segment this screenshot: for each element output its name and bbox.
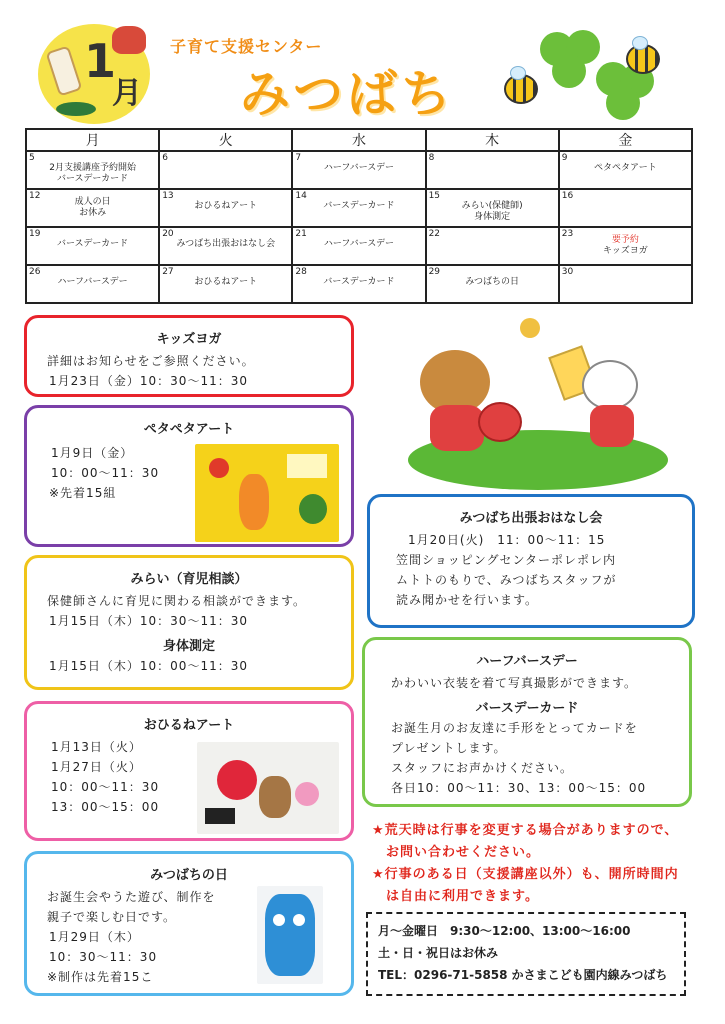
- weekday-hours: 月～金曜日 9:30～12:00、13:00～16:00: [378, 924, 631, 938]
- weather-notice: ★荒天時は行事を変更する場合がありますので、 お問い合わせください。: [372, 823, 679, 860]
- daruma-icon: [478, 402, 522, 442]
- box-text: 保健師さんに育児に関わる相談ができます。: [47, 594, 307, 608]
- day-number: 7: [295, 153, 302, 163]
- calendar-day: [559, 189, 692, 227]
- box-text: 詳細はお知らせをご参照ください。: [47, 354, 255, 368]
- box-date: 1月23日（金）10：30～11：30: [49, 374, 248, 388]
- calendar-day: [559, 151, 692, 189]
- box-title: みつばち出張おはなし会: [459, 511, 603, 526]
- kids-yoga-box: [24, 315, 354, 397]
- peta-art-box: [24, 405, 354, 547]
- box-title: みらい（育児相談）: [130, 572, 248, 587]
- event-label: ハーフバースデー: [323, 163, 395, 173]
- event-label: みつばちの日: [465, 277, 520, 287]
- box-time: 各日10：00～11：30、13：00～15：00: [391, 781, 647, 795]
- weekday-header: 水: [292, 129, 425, 151]
- calendar-day: [292, 265, 425, 303]
- event-label: 身体測定: [474, 212, 511, 222]
- closed-days: 土・日・祝日はお休み: [378, 946, 499, 960]
- box-note: ※先着15組: [49, 486, 117, 500]
- box-date: 1月15日（木）10：30～11：30: [49, 614, 248, 628]
- box-text: お誕生会やうた遊び、制作を: [47, 890, 216, 904]
- box-date: 1月29日（木）: [49, 930, 140, 944]
- event-label: バースデーカード: [56, 174, 129, 184]
- event-label: おひるねアート: [194, 277, 258, 287]
- box-note: ※制作は先着15こ: [47, 970, 154, 984]
- calendar-day: [426, 265, 559, 303]
- box-date: 1月13日（火）: [51, 740, 142, 754]
- box-title: おひるねアート: [143, 718, 235, 733]
- box-date: 1月20日(火) 11：00～11：15: [408, 533, 606, 547]
- day-number: 23: [561, 229, 574, 239]
- box-date: 1月27日（火）: [51, 760, 142, 774]
- calendar-day: [26, 151, 159, 189]
- ohirune-art-photo: [197, 742, 339, 834]
- box-title: ペタペタアート: [143, 422, 235, 437]
- month-unit: 月: [112, 76, 142, 111]
- opening-hours-box: [366, 912, 686, 996]
- day-number: 29: [428, 267, 441, 277]
- calendar-day: [292, 189, 425, 227]
- mitsubachi-day-box: [24, 851, 354, 996]
- mirai-box: [24, 555, 354, 690]
- shuttlecock-icon: [520, 318, 540, 338]
- telephone: TEL：0296-71-5858 かさまこども園内線みつばち: [378, 968, 668, 982]
- event-label: おひるねアート: [194, 201, 258, 211]
- event-label: みつばち出張おはなし会: [176, 239, 276, 249]
- bee-icon: [626, 44, 660, 74]
- day-number: 16: [561, 191, 574, 201]
- box-time: 10：30～11：30: [49, 950, 158, 964]
- calendar-day: [26, 227, 159, 265]
- calendar-grid: [25, 128, 693, 304]
- day-number: 27: [162, 267, 174, 277]
- day-number: 26: [29, 267, 41, 277]
- event-label: バースデーカード: [323, 277, 395, 287]
- month-badge: [38, 24, 150, 124]
- box-time: 10：00～11：30: [51, 780, 160, 794]
- day-number: 9: [561, 153, 568, 163]
- box-date: 1月9日（金）: [51, 446, 134, 460]
- box-text: 親子で楽しむ日です。: [47, 910, 177, 924]
- calendar-day: [426, 189, 559, 227]
- box-title: ハーフバースデー: [476, 654, 578, 669]
- craft-monster-photo: [257, 886, 323, 984]
- hagoita-icon: [45, 45, 82, 96]
- day-number: 21: [295, 229, 307, 239]
- box-time: 10：00～11：30: [51, 466, 160, 480]
- calendar-day: [426, 151, 559, 189]
- weekday-header: 木: [426, 129, 559, 151]
- calendar-day: [159, 265, 292, 303]
- event-label: バースデーカード: [56, 239, 129, 249]
- box-title: みつばちの日: [150, 868, 228, 883]
- event-label: キッズヨガ: [602, 246, 648, 256]
- calendar-day: [159, 151, 292, 189]
- day-number: 14: [295, 191, 307, 201]
- box-time: 13：00～15：00: [51, 800, 160, 814]
- oni-icon: [112, 26, 146, 54]
- calendar-day: [559, 265, 692, 303]
- ohanashi-box: [367, 494, 695, 628]
- day-number: 19: [29, 229, 41, 239]
- birthday-box: [362, 637, 692, 807]
- event-label: お休み: [79, 208, 107, 218]
- box-text: プレゼントします。: [391, 741, 507, 755]
- calendar-day: [292, 151, 425, 189]
- calendar-day: [26, 189, 159, 227]
- box-subtitle: バースデーカード: [475, 701, 579, 716]
- event-label: 2月支援講座予約開始: [49, 163, 136, 173]
- box-date: 1月15日（木）10：00～11：30: [49, 659, 248, 673]
- weekday-header: 火: [159, 129, 292, 151]
- weekday-header: 金: [559, 129, 692, 151]
- day-number: 13: [162, 191, 174, 201]
- day-number: 20: [162, 229, 174, 239]
- ohirune-art-box: [24, 701, 354, 841]
- box-text: かわいい衣装を着て写真撮影ができます。: [391, 676, 638, 690]
- day-number: 5: [29, 153, 35, 163]
- usage-notice: ★行事のある日（支援講座以外）も、開所時間内 は自由に利用できます。: [372, 867, 679, 904]
- calendar-week: [26, 151, 692, 189]
- box-text: スタッフにお声かけください。: [391, 761, 574, 775]
- box-text: 読み聞かせを行います。: [396, 593, 539, 607]
- event-label: ペタペタアート: [594, 163, 657, 173]
- box-text: ムトトのもりで、みつばちスタッフが: [396, 573, 617, 587]
- page-title: みつばち: [240, 65, 455, 123]
- reservation-required-label: 要予約: [611, 235, 639, 245]
- day-number: 22: [428, 229, 441, 239]
- calendar-day: [292, 227, 425, 265]
- day-number: 30: [561, 267, 574, 277]
- weekday-header: 月: [26, 129, 159, 151]
- day-number: 28: [295, 267, 307, 277]
- day-number: 15: [428, 191, 441, 201]
- calendar-day: [159, 189, 292, 227]
- bee-icon: [504, 74, 538, 104]
- event-label: バースデーカード: [323, 201, 395, 211]
- calendar-week: [26, 265, 692, 303]
- month-number: 1: [84, 34, 117, 88]
- day-number: 8: [428, 153, 435, 163]
- box-text: 笠間ショッピングセンターポレポレ内: [396, 553, 617, 567]
- pine-icon: [56, 102, 96, 116]
- event-label: ハーフバースデー: [323, 239, 395, 249]
- calendar-day: [426, 227, 559, 265]
- day-number: 12: [29, 191, 41, 201]
- peta-art-photo: [195, 444, 339, 542]
- day-number: 6: [162, 153, 168, 163]
- calendar-week: [26, 189, 692, 227]
- calendar-day: [159, 227, 292, 265]
- calendar-week: [26, 227, 692, 265]
- box-subtitle: 身体測定: [162, 639, 215, 654]
- event-label: 成人の日: [74, 197, 111, 207]
- calendar-day: [26, 265, 159, 303]
- event-label: ハーフバースデー: [57, 277, 128, 287]
- center-subtitle: 子育て支援センター: [170, 37, 323, 56]
- box-title: キッズヨガ: [156, 332, 222, 347]
- box-text: お誕生月のお友達に手形をとってカードを: [391, 721, 638, 735]
- rabbit-character: [582, 360, 638, 410]
- event-label: みらい(保健師): [461, 201, 523, 211]
- calendar-day: [559, 227, 692, 265]
